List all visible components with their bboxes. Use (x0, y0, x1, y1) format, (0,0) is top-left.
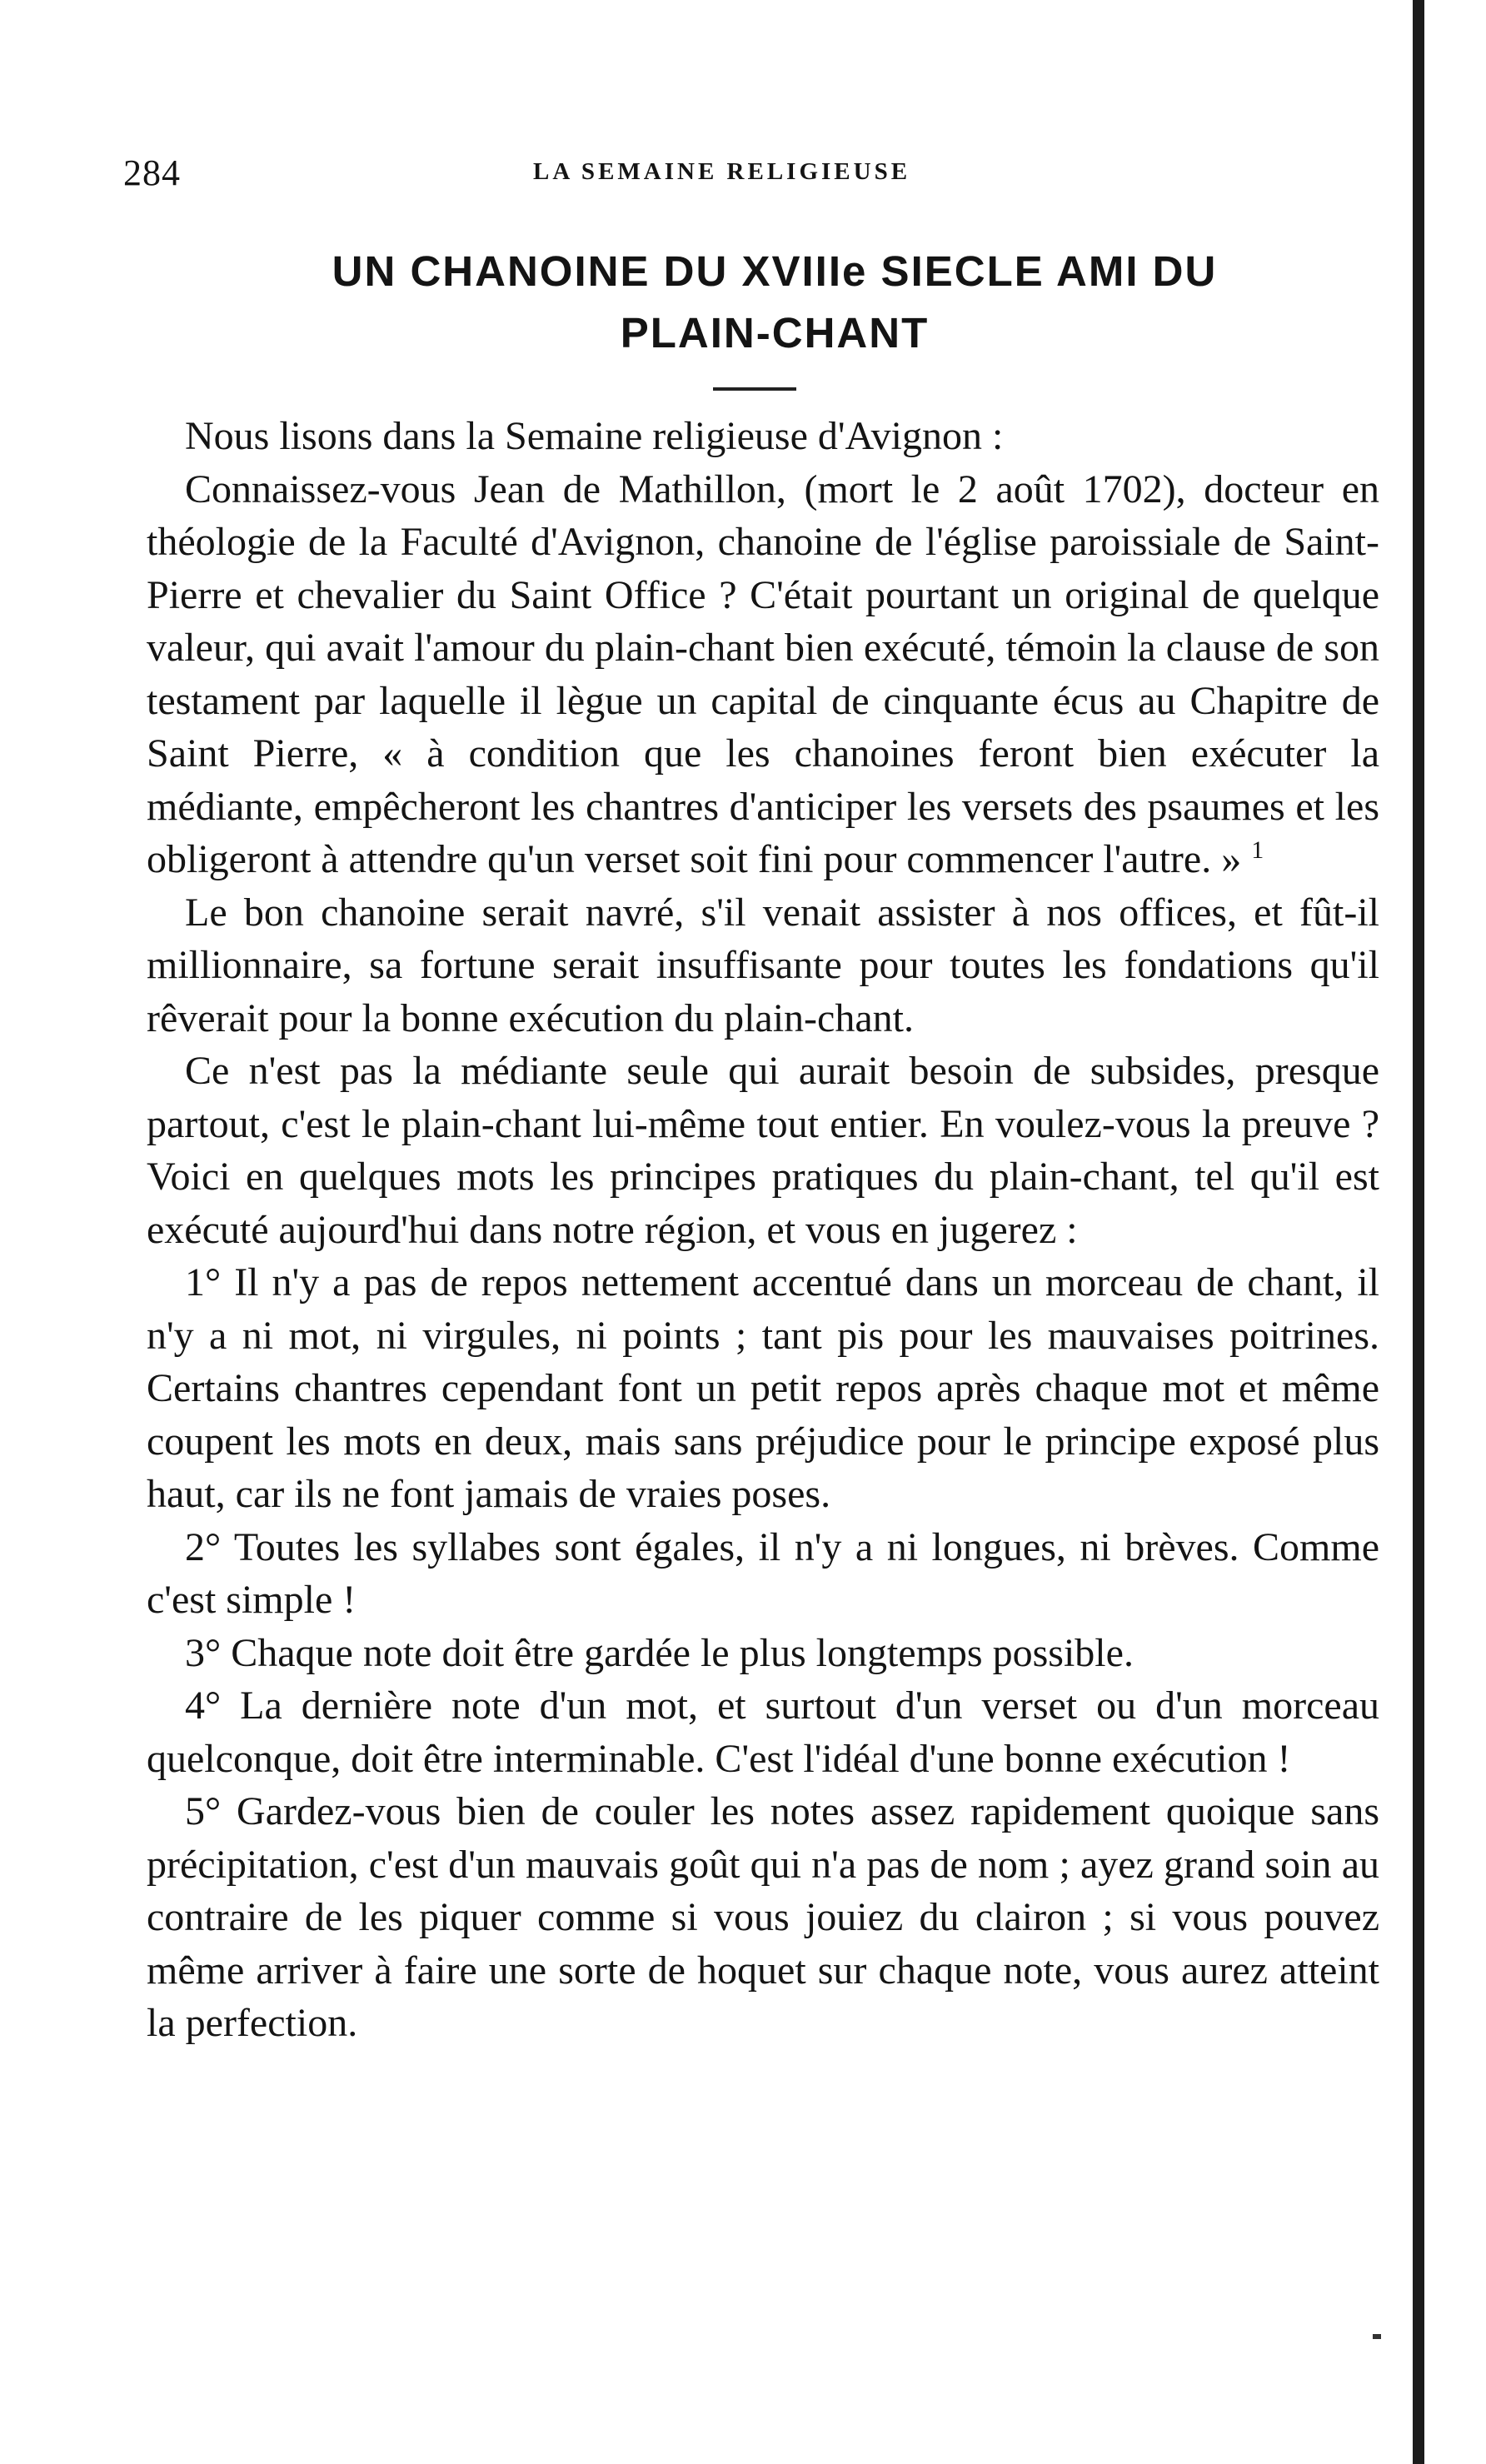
paragraph-2: Le bon chanoine serait navré, s'il venait assister à nos offices, et fût-il millionnaire, sa fortune serait insuffisante pour toutes les fondations qu'il rêverait pour la bonne exécution du plain-chant. (147, 890, 1379, 1040)
principle-3: 3° Chaque note doit être gardée le plus longtemps possible. (185, 1630, 1134, 1675)
running-head: LA SEMAINE RELIGIEUSE (533, 158, 911, 185)
page-number: 284 (123, 152, 181, 193)
article-body (147, 410, 1379, 2050)
principle-2: 2° Toutes les syllabes sont égales, il n'y a ni longues, ni brèves. Comme c'est simple ! (147, 1524, 1379, 1622)
article-title-line-2: PLAIN-CHANT (620, 309, 930, 357)
page-edge-rule (1413, 0, 1424, 2464)
intro-paragraph: Nous lisons dans la Semaine religieuse d'Avignon : (185, 414, 1004, 458)
print-speck (1373, 2334, 1381, 2339)
principle-4: 4° La dernière note d'un mot, et surtout d'un verset ou d'un morceau quelconque, doit être interminable. C'est l'idéal d'une bonne exécution ! (147, 1683, 1379, 1781)
title-divider (713, 387, 796, 391)
principle-1: 1° Il n'y a pas de repos nettement accentué dans un morceau de chant, il n'y a ni mot, ni virgules, ni points ; tant pis pour les mauvaises poitrines. Certains chantres cependant font un petit repos après chaque mot et même coupent les mots en deux, mais sans préjudice pour le principe exposé plus haut, car ils ne font jamais de vraies poses. (147, 1260, 1379, 1516)
paragraph-1 (147, 463, 1379, 886)
paragraph-1-text: Connaissez-vous Jean de Mathillon, (mort le 2 août 1702), docteur en théologie de la Faculté d'Avignon, chanoine de l'église paroissiale de Saint-Pierre et chevalier du Saint Office ? C'était pourtant un original de quelque valeur, qui avait l'amour du plain-chant bien exécuté, témoin la clause de son testament par laquelle il lègue un capital de cinquante écus au Chapitre de Saint Pierre, « à condition que les chanoines feront bien exécuter la médiante, empêcheront les chantres d'anticiper les versets des psaumes et les obligeront à attendre qu'un verset soit fini pour commencer l'autre. » (147, 466, 1379, 881)
principle-5: 5° Gardez-vous bien de couler les notes assez rapidement quoique sans précipitation, c'est d'un mauvais goût qui n'a pas de nom ; ayez grand soin au contraire de les piquer comme si vous jouiez du clairon ; si vous pouvez même arriver à faire une sorte de hoquet sur chaque note, vous aurez atteint la perfection. (147, 1789, 1379, 2045)
paragraph-3: Ce n'est pas la médiante seule qui aurait besoin de subsides, presque partout, c'est le plain-chant lui-même tout entier. En voulez-vous la preuve ? Voici en quelques mots les principes pratiques du plain-chant, tel qu'il est exécuté aujourd'hui dans notre région, et vous en jugerez : (147, 1049, 1379, 1252)
article-title-line-1: UN CHANOINE DU XVIIIe SIECLE AMI DU (332, 247, 1218, 295)
footnote-marker: 1 (1251, 836, 1264, 864)
